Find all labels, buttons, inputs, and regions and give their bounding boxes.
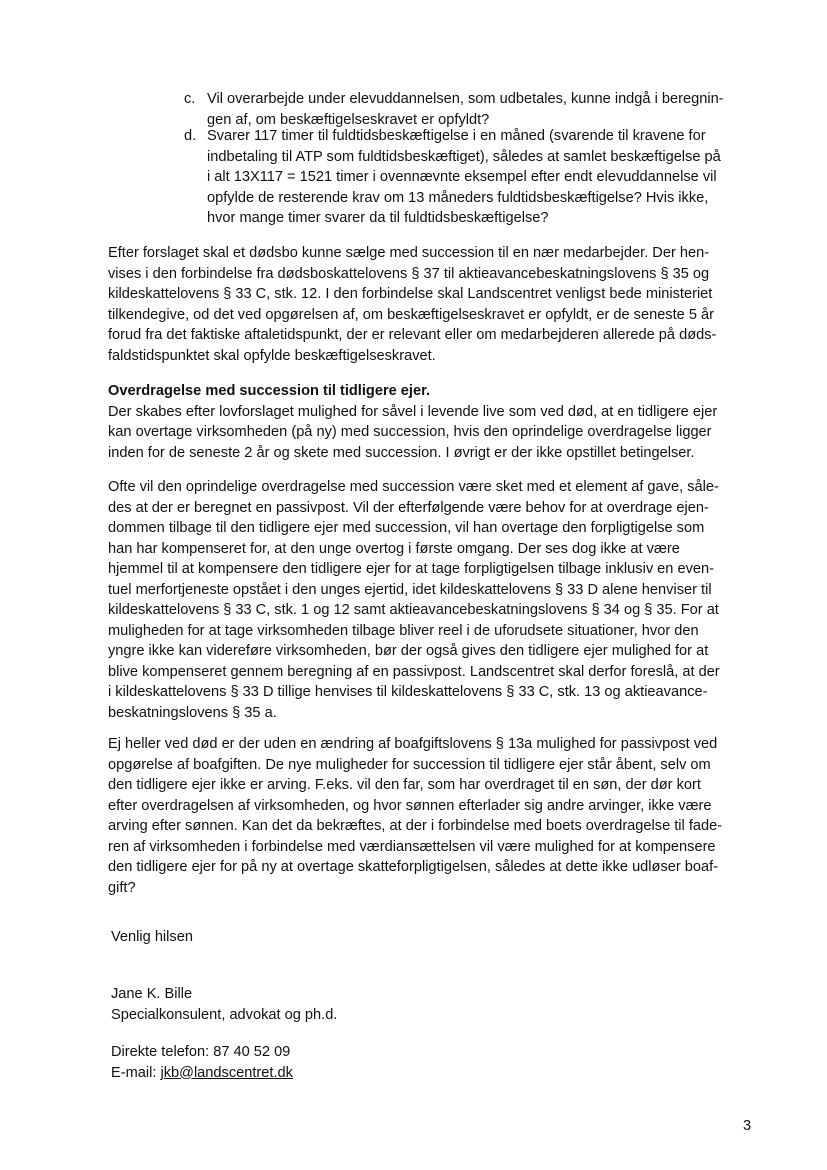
text-line: kildeskattelovens § 33 C, stk. 1 og 12 samt aktieavancebeskatningslovens § 34 og § 35. For at <box>108 602 719 618</box>
text-line: inden for de seneste 2 år og skete med succession. I øvrigt er der ikke opstillet betingelser. <box>108 444 695 461</box>
text-line: dommen tilbage til den tidligere ejer med succession, vil han overtage den forpligtigelse som <box>108 520 705 536</box>
text-line: arving efter sønnen. Kan det da bekræftes, at der i forbindelse med boets overdragelse til fade- <box>108 818 723 834</box>
email-line <box>111 1063 293 1084</box>
text-line: Ej heller ved død er der uden en ændring af boafgiftslovens § 13a mulighed for passivpost ved <box>108 736 718 752</box>
list-marker: c. <box>184 91 196 107</box>
text-line: ren af virksomheden i forbindelse med værdiansættelsen vil være mulighed for at kompensere <box>108 838 716 855</box>
paragraph-gave-passivpost <box>108 477 720 723</box>
text-line: i alt 13X117 = 1521 timer i ovennævnte eksempel efter endt elevuddannelse vil <box>207 169 717 185</box>
list-item-text <box>207 126 721 229</box>
text-line: han har kompenseret for, at den unge overtog i første omgang. Der ses dog ikke at være <box>108 540 680 557</box>
signatory-title: Specialkonsulent, advokat og ph.d. <box>111 1006 338 1023</box>
text-line: den tidligere ejer ikke er arving. F.eks. vil den far, som har overdraget til en søn, der dør kort <box>108 777 701 793</box>
text-line: efter overdragelsen af virksomheden, og hvor sønnen efterlader sig andre arvinger, ikke være <box>108 797 712 814</box>
email-label: E-mail: <box>111 1064 161 1081</box>
text-line: yngre ikke kan videreføre virksomheden, bør der også gives den tidligere ejer mulighed for at <box>108 643 709 659</box>
text-line: faldstidspunktet skal opfylde beskæftigelseskravet. <box>108 347 436 364</box>
text-line: kildeskattelovens § 33 C, stk. 12. I den forbindelse skal Landscentret venligst bede ministeriet <box>108 286 713 302</box>
text-line: opfylde de resterende krav om 13 måneders fuldtidsbeskæftigelse? Hvis ikke, <box>207 189 709 206</box>
text-line: forud fra det faktiske aftaletidspunkt, der er relevant eller om medarbejderen allerede på døds- <box>108 327 717 343</box>
paragraph-dodsbo <box>108 243 716 366</box>
list-marker: d. <box>184 128 197 144</box>
text-line: Svarer 117 timer til fuldtidsbeskæftigelse i en måned (svarende til kravene for <box>207 128 706 144</box>
signature-block <box>111 984 337 1025</box>
text-line: hvor mange timer svarer da til fuldtidsbeskæftigelse? <box>207 210 549 226</box>
text-line: gen af, om beskæftigelseskravet er opfyldt? <box>207 111 490 128</box>
section-tidligere-ejer <box>108 381 717 463</box>
text-line: Ofte vil den oprindelige overdragelse med succession være sket med et element af gave, såle- <box>108 479 719 495</box>
text-line: gift? <box>108 879 136 896</box>
text-line: tilkendegive, od det ved opgørelsen af, om beskæftigelseskravet er opfyldt, er de seneste 5 år <box>108 306 714 323</box>
page-number: 3 <box>743 1118 752 1134</box>
text-line: des at der er beregnet en passivpost. Vil der efterfølgende være behov for at overdrage ejen- <box>108 499 709 516</box>
text-line: Vil overarbejde under elevuddannelsen, som udbetales, kunne indgå i beregnin- <box>207 91 724 107</box>
text-line: blive kompenseret gennem beregning af en passivpost. Landscentret skal derfor foreslå, at der <box>108 663 720 680</box>
text-line: den tidligere ejer for på ny at overtage skatteforpligtigelsen, således at dette ikke udløser boaf- <box>108 859 719 875</box>
list-item-text <box>207 89 724 130</box>
contact-block <box>111 1042 293 1083</box>
text-line: indbetaling til ATP som fuldtidsbeskæftiget), således at samlet beskæftigelse på <box>207 148 721 165</box>
signatory-name: Jane K. Bille <box>111 986 193 1002</box>
closing-greeting: Venlig hilsen <box>111 929 193 945</box>
text-line: hjemmel til at kompensere den tidligere ejer for at tage forpligtigelsen tilbage inklusiv en even- <box>108 561 714 577</box>
text-line: i kildeskattelovens § 33 D tillige henvises til kildeskattelovens § 33 C, stk. 13 og aktieavance- <box>108 684 708 700</box>
text-line: vises i den forbindelse fra dødsboskattelovens § 37 til aktieavancebeskatningslovens § 35 og <box>108 265 710 282</box>
paragraph-boafgift <box>108 734 722 898</box>
section-heading: Overdragelse med succession til tidligere ejer. <box>108 383 431 399</box>
text-line: Der skabes efter lovforslaget mulighed for såvel i levende live som ved død, at en tidligere ejer <box>108 403 718 420</box>
email-link[interactable]: jkb@landscentret.dk <box>160 1064 293 1081</box>
text-line: kan overtage virksomheden (på ny) med succession, hvis den oprindelige overdragelse ligger <box>108 424 712 440</box>
text-line: Efter forslaget skal et dødsbo kunne sælge med succession til en nær medarbejder. Der hen- <box>108 245 710 261</box>
text-line: tuel merfortjeneste opstået i den unges ejertid, idet kildeskattelovens § 33 D alene henviser til <box>108 581 712 598</box>
text-line: opgørelse af boafgiften. De nye muligheder for succession til tidligere ejer står åbent, selv om <box>108 756 711 773</box>
text-line: beskatningslovens § 35 a. <box>108 704 277 721</box>
phone-number: Direkte telefon: 87 40 52 09 <box>111 1044 291 1060</box>
text-line: muligheden for at tage virksomheden tilbage bliver reel i de uforudsete situationer, hvor den <box>108 622 699 639</box>
